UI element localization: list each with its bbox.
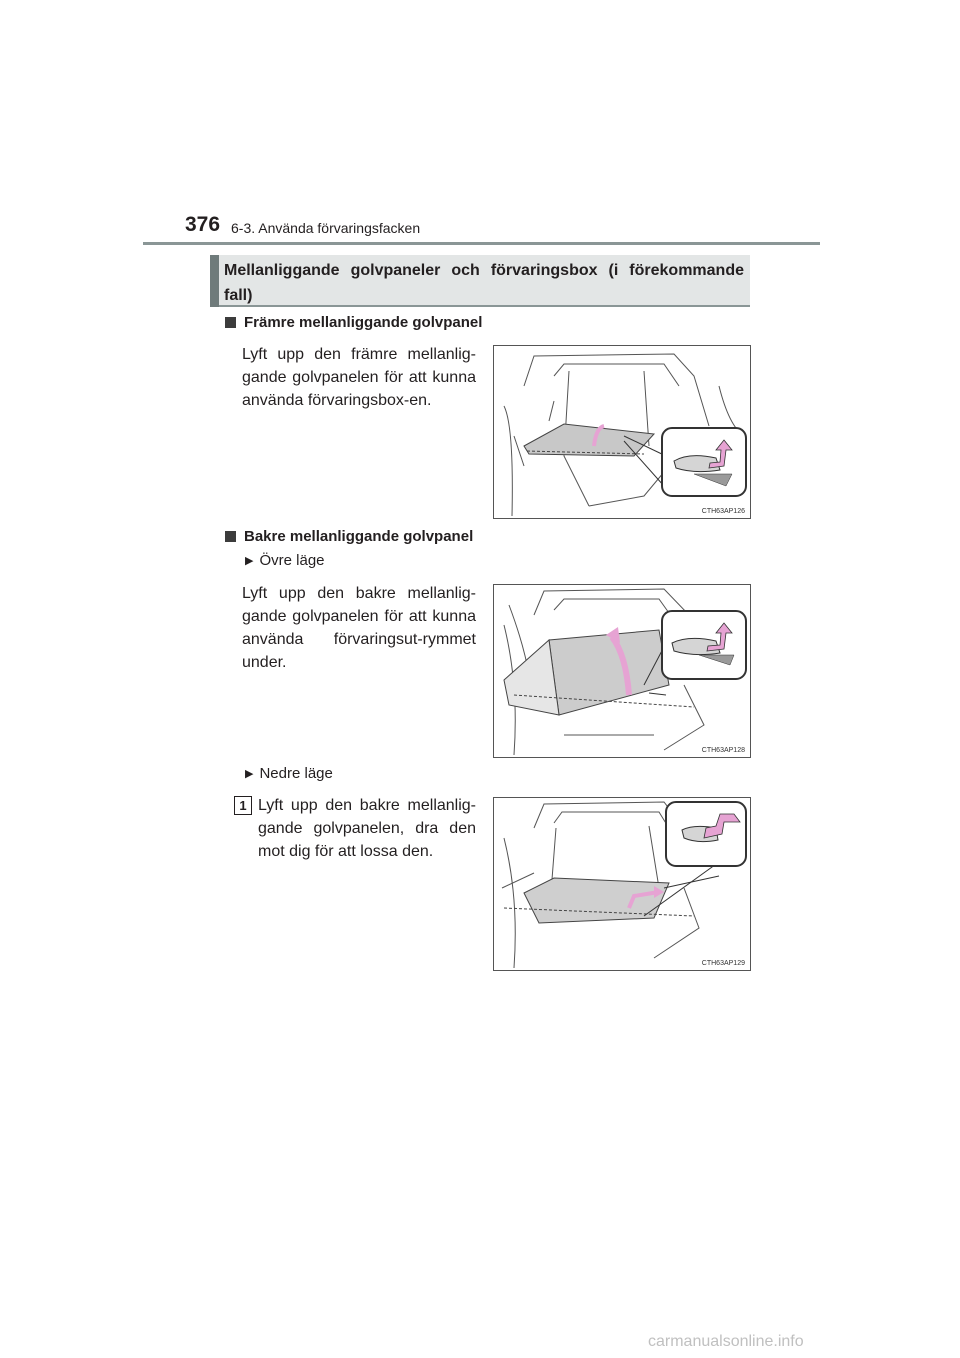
rear-panel-heading-text: Bakre mellanliggande golvpanel (244, 528, 474, 545)
square-bullet-icon (225, 531, 236, 542)
triangle-bullet-icon: ▶ (245, 555, 254, 567)
figure-code-front: CTH63AP126 (701, 508, 745, 515)
chapter-title: 6-3. Använda förvaringsfacken (231, 220, 421, 236)
step-number: 1 (234, 796, 252, 815)
lower-position-label-text: Nedre läge (259, 765, 333, 782)
car-trunk-lower-position-illustration (494, 798, 750, 970)
upper-position-text: Lyft upp den bakre mellanlig-gande golvpanelen för att kunna använda förvaringsut-rymmet under. (242, 585, 476, 671)
lower-position-text: Lyft upp den bakre mellanlig-gande golvpanelen, dra den mot dig för att lossa den. (258, 797, 476, 860)
front-panel-text: Lyft upp den främre mellanlig-gande golvpanelen för att kunna använda förvaringsbox-en. (242, 346, 476, 409)
figure-lower-position (493, 797, 751, 971)
lower-position-label (245, 765, 333, 782)
front-panel-heading-text: Främre mellanliggande golvpanel (244, 314, 483, 331)
upper-position-label (245, 552, 325, 569)
figure-front-panel (493, 345, 751, 519)
rear-panel-heading (225, 528, 473, 545)
figure-code-lower: CTH63AP129 (701, 960, 745, 967)
figure-upper-position (493, 584, 751, 758)
car-trunk-upper-position-illustration (494, 585, 750, 757)
square-bullet-icon (225, 317, 236, 328)
car-trunk-front-panel-illustration (494, 346, 750, 518)
header-rule (143, 242, 820, 245)
section-title: Mellanliggande golvpaneler och förvaringsbox (i förekommande fall) (224, 262, 744, 304)
page-number: 376 (185, 213, 221, 236)
section-accent-bar (210, 255, 219, 307)
figure-code-upper: CTH63AP128 (701, 747, 745, 754)
front-panel-heading (225, 314, 482, 331)
triangle-bullet-icon: ▶ (245, 768, 254, 780)
watermark: carmanualsonline.info (648, 1333, 804, 1350)
upper-position-label-text: Övre läge (259, 552, 325, 569)
